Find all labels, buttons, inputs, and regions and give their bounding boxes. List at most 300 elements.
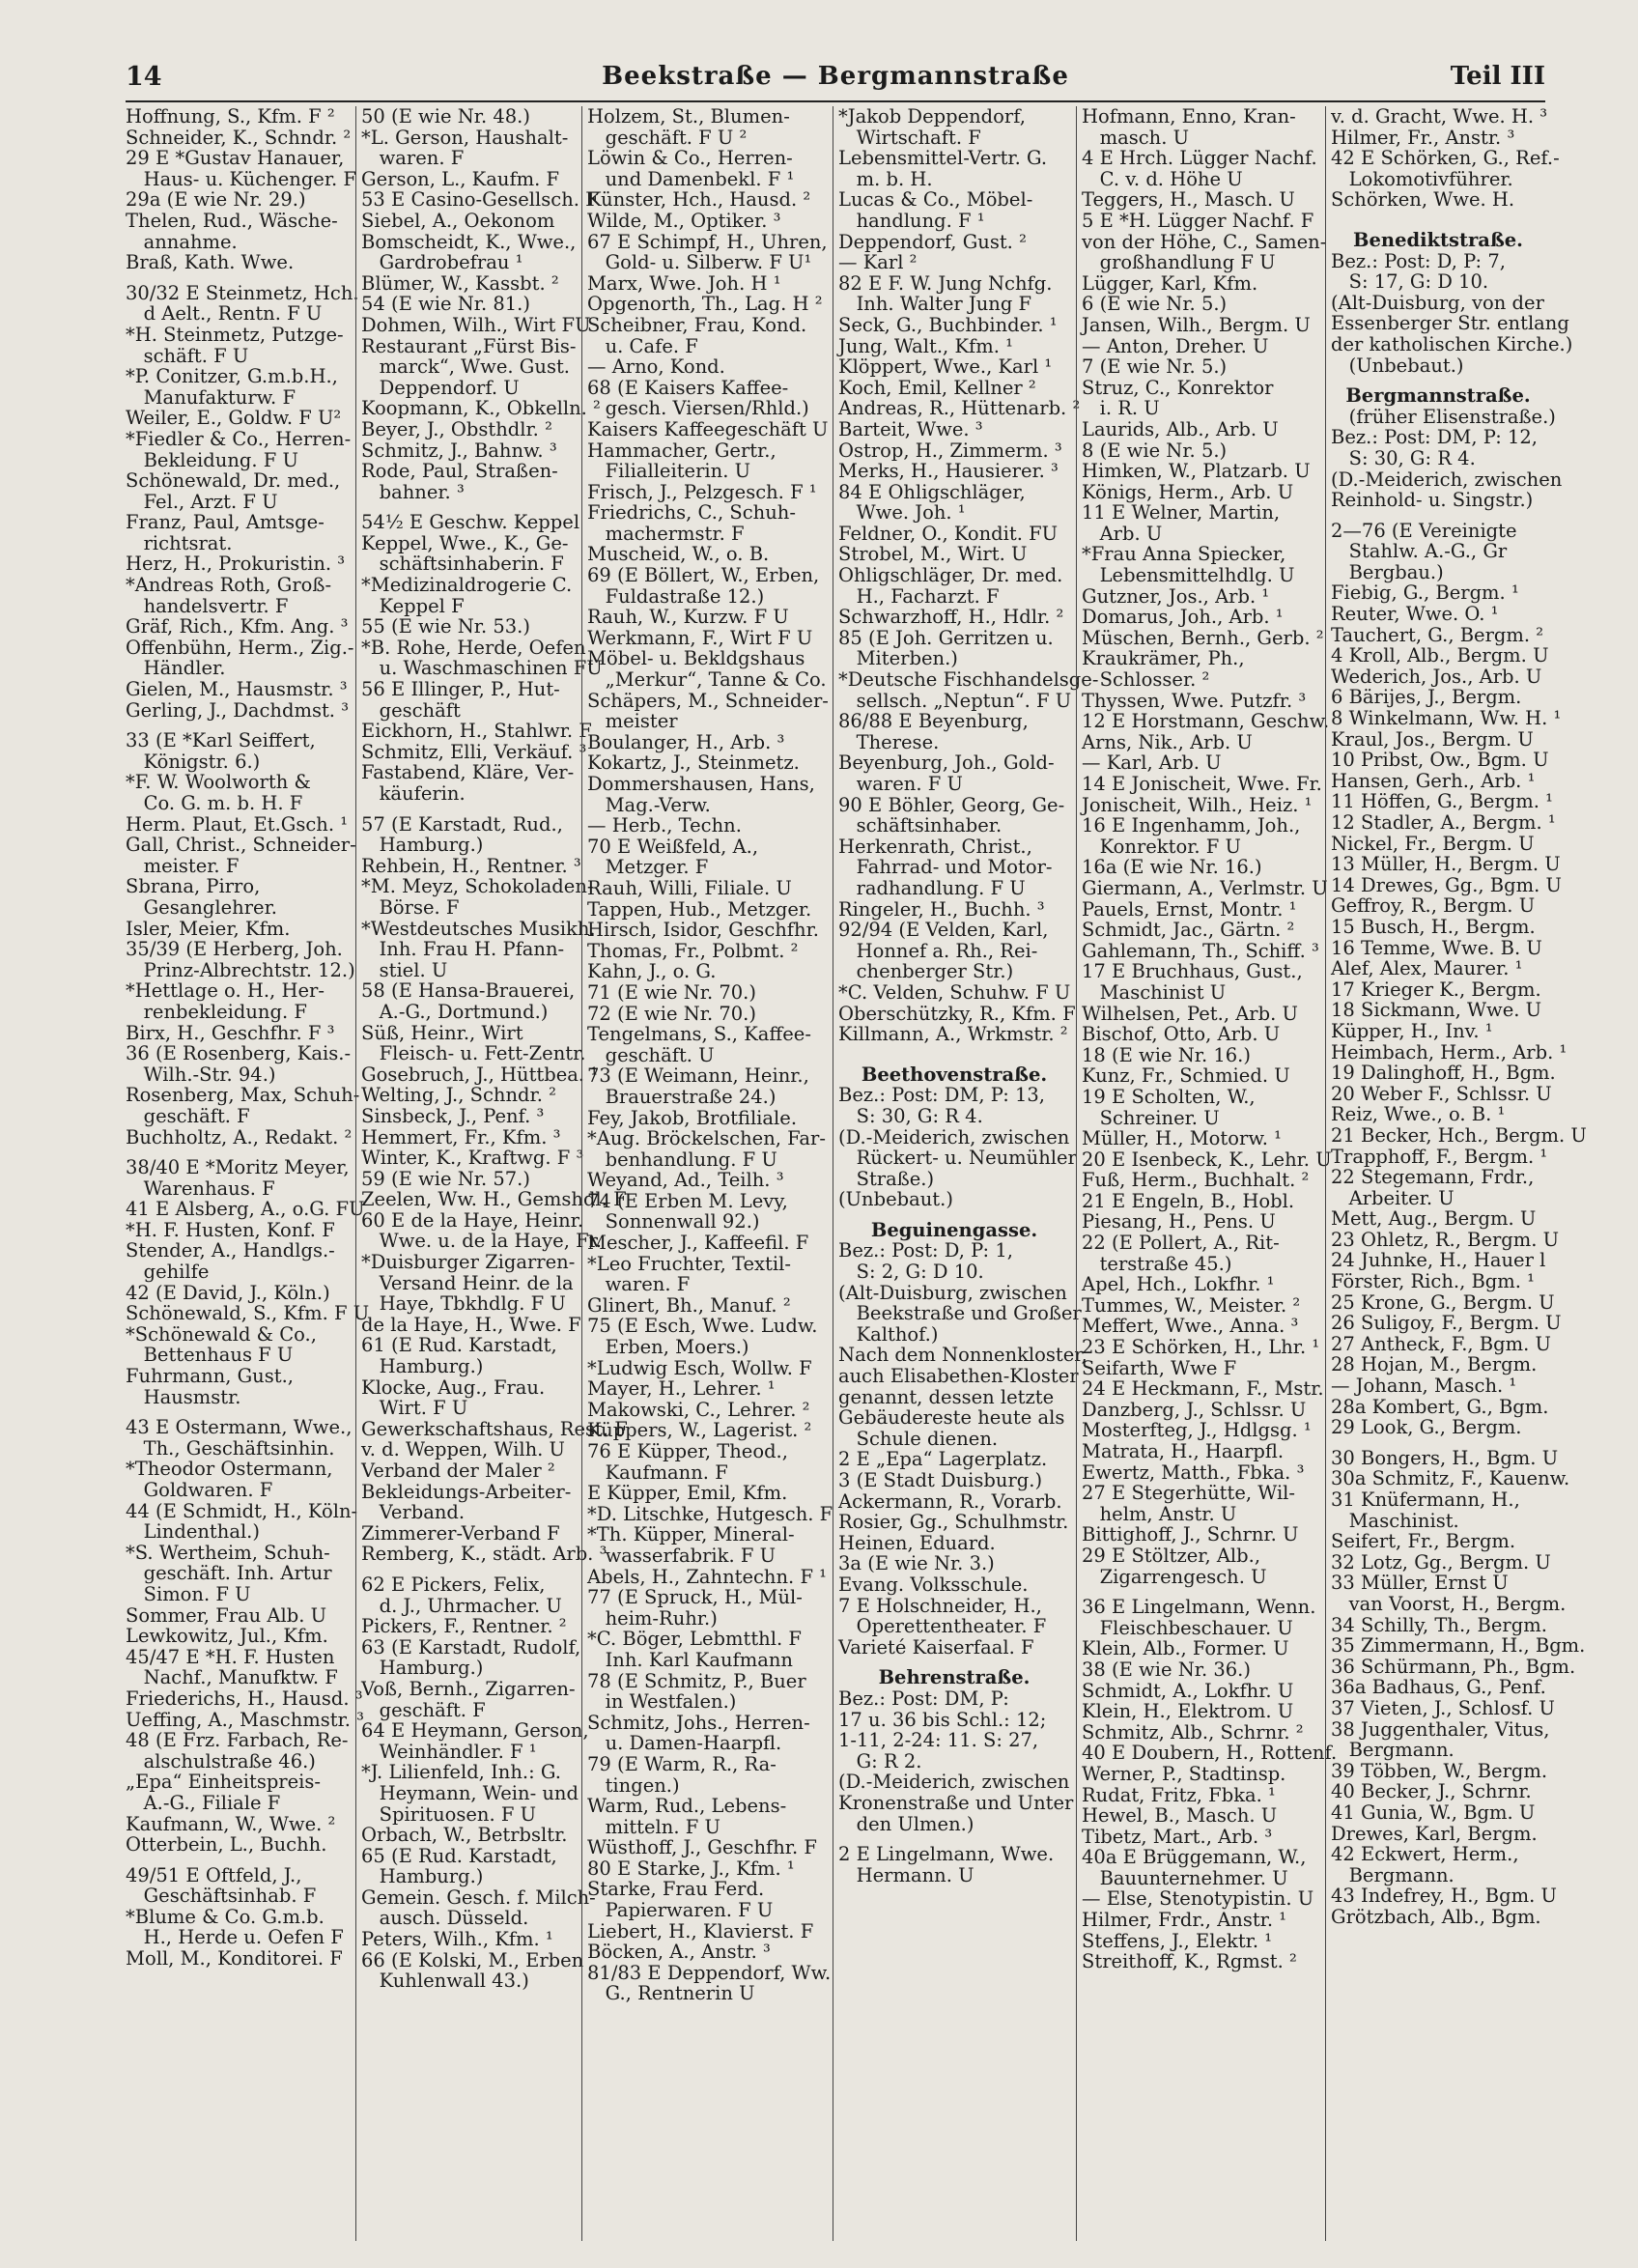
- directory-entry-line: H., Herde u. Oefen F: [126, 1926, 344, 1949]
- directory-entry-line: *Hettlage o. H., Her-: [126, 979, 325, 1003]
- directory-entry-line: Schönewald, S., Kfm. F U: [126, 1302, 370, 1325]
- directory-entry-line: Fuß, Herm., Buchhalt. ²: [1082, 1169, 1310, 1192]
- directory-entry-line: tingen.): [587, 1773, 680, 1797]
- directory-entry-line: Boulanger, H., Arb. ³: [587, 730, 785, 753]
- directory-entry-line: Welting, J., Schndr. ²: [361, 1084, 556, 1107]
- directory-entry-line: Varieté Kaiserfaal. F: [838, 1635, 1034, 1658]
- directory-entry-line: Friederichs, H., Hausd. ³: [126, 1687, 363, 1710]
- directory-entry-line: *M. Meyz, Schokoladen-: [361, 875, 594, 898]
- directory-entry-line: Schwarzhoff, H., Hdlr. ²: [838, 606, 1064, 629]
- directory-entry-line: 64 E Heymann, Gerson,: [361, 1719, 589, 1743]
- directory-entry-line: 57 (E Karstadt, Rud.,: [361, 812, 563, 836]
- directory-entry-line: geschäft. Inh. Artur: [126, 1562, 332, 1585]
- directory-entry-line: 2—76 (E Vereinigte: [1331, 519, 1517, 542]
- directory-entry-line: waren. F: [361, 147, 465, 170]
- directory-entry-line: wasserfabrik. F U: [587, 1544, 777, 1567]
- directory-entry-line: Thelen, Rud., Wäsche-: [126, 209, 338, 232]
- directory-entry-line: Herm. Plaut, Et.Gsch. ¹: [126, 812, 349, 836]
- directory-entry-line: Dommershausen, Hans,: [587, 773, 815, 795]
- directory-entry-line: 18 (E wie Nr. 16.): [1082, 1043, 1251, 1066]
- directory-entry-line: Heinen, Eduard.: [838, 1531, 996, 1554]
- directory-entry-line: 17 u. 36 bis Schl.: 12;: [838, 1708, 1047, 1731]
- directory-entry-line: käuferin.: [361, 782, 466, 805]
- directory-entry-line: Tummes, W., Meister. ²: [1082, 1293, 1301, 1317]
- directory-entry-line: Kaisers Kaffeegeschäft U: [587, 417, 829, 440]
- directory-entry-line: Stahlw. A.-G., Gr: [1331, 540, 1508, 563]
- directory-entry-line: 39 Többen, W., Bergm.: [1331, 1759, 1548, 1782]
- directory-entry-line: *C. Böger, Lebmtthl. F: [587, 1628, 802, 1651]
- directory-entry-line: Reinhold- u. Singstr.): [1331, 489, 1534, 512]
- directory-entry-line: *Schönewald & Co.,: [126, 1322, 317, 1346]
- directory-entry-line: 33 (E *Karl Seiffert,: [126, 729, 316, 752]
- directory-entry-line: 84 E Ohligschläger,: [838, 480, 1026, 503]
- directory-entry-line: 40 Becker, J., Schrnr.: [1331, 1780, 1532, 1803]
- directory-entry-line: Herz, H., Prokuristin. ³: [126, 553, 346, 576]
- directory-entry-line: *Jakob Deppendorf,: [838, 105, 1026, 128]
- directory-entry-line: Inh. Walter Jung F: [838, 293, 1032, 316]
- directory-entry-line: 50 (E wie Nr. 48.): [361, 105, 530, 128]
- directory-entry-line: de la Haye, H., Wwe. F: [361, 1313, 581, 1336]
- directory-entry-line: Wederich, Jos., Arb. U: [1331, 665, 1542, 688]
- directory-entry-line: Hermann. U: [838, 1863, 974, 1886]
- directory-entry-line: Koopmann, K., Obkelln. ²: [361, 397, 601, 420]
- directory-entry-line: gehilfe: [126, 1261, 210, 1284]
- directory-entry-line: v. d. Weppen, Wilh. U: [361, 1438, 565, 1461]
- directory-entry-line: 31 Knüfermann, H.,: [1331, 1488, 1520, 1511]
- directory-entry-line: 23 Ohletz, R., Bergm. U: [1331, 1228, 1560, 1251]
- directory-entry-line: 53 E Casino-Gesellsch. F: [361, 188, 599, 212]
- directory-entry-line: 7 E Holschneider, H.,: [838, 1594, 1042, 1617]
- directory-entry-line: Schreiner. U: [1082, 1106, 1220, 1129]
- directory-entry-line: d. J., Uhrmacher. U: [361, 1594, 562, 1617]
- directory-entry-line: Schäpers, M., Schneider-: [587, 689, 829, 712]
- directory-entry-line: Fuhrmann, Gust.,: [126, 1365, 294, 1388]
- directory-entry-line: Kunz, Fr., Schmied. U: [1082, 1064, 1290, 1088]
- directory-entry-line: 11 E Welner, Martin,: [1082, 501, 1281, 524]
- directory-entry-line: 32 Lotz, Gg., Bergm. U: [1331, 1550, 1551, 1573]
- directory-entry-line: Prinz-Albrechtstr. 12.): [126, 958, 355, 981]
- directory-entry-line: Lebensmittel-Vertr. G.: [838, 147, 1048, 170]
- directory-entry-line: Verband der Maler ²: [361, 1460, 555, 1482]
- directory-entry-line: m. b. H.: [838, 167, 933, 190]
- directory-entry-line: 8 (E wie Nr. 5.): [1082, 439, 1228, 462]
- directory-entry-line: Ostrop, H., Zimmerm. ³: [838, 439, 1062, 462]
- directory-entry-line: Domarus, Joh., Arb. ¹: [1082, 606, 1284, 629]
- directory-entry-line: Geffroy, R., Bergm. U: [1331, 894, 1536, 918]
- directory-entry-line: — Herb., Techn.: [587, 814, 742, 837]
- directory-entry-line: Jansen, Wilh., Bergm. U: [1082, 313, 1311, 336]
- directory-entry-line: Beyenburg, Joh., Gold-: [838, 751, 1055, 775]
- directory-entry-line: Inh. Karl Kaufmann: [587, 1648, 793, 1671]
- directory-entry-line: 16 E Ingenhamm, Joh.,: [1082, 814, 1301, 837]
- directory-entry-line: „Epa“ Einheitspreis-: [126, 1771, 321, 1794]
- street-heading: Benediktstraße.: [1353, 228, 1523, 251]
- directory-entry-line: 40a E Brüggemann, W.,: [1082, 1846, 1307, 1869]
- directory-entry-line: Bergmann.: [1331, 1863, 1454, 1886]
- directory-entry-line: Sbrana, Pirro,: [126, 875, 261, 898]
- directory-entry-line: Liebert, H., Klavierst. F: [587, 1919, 814, 1942]
- directory-entry-line: Kuhlenwall 43.): [361, 1970, 529, 1993]
- directory-entry-line: 82 E F. W. Jung Nchfg.: [838, 271, 1053, 295]
- directory-entry-line: Trapphoff, F., Bergm. ¹: [1331, 1145, 1548, 1168]
- directory-entry-line: Rückert- u. Neumühler: [838, 1147, 1077, 1170]
- directory-entry-line: Zigarrengesch. U: [1082, 1565, 1267, 1588]
- directory-entry-line: Gall, Christ., Schneider-: [126, 834, 356, 857]
- directory-entry-line: A.-G., Dortmund.): [361, 1000, 549, 1023]
- directory-entry-line: Gold- u. Silberw. F U¹: [587, 251, 812, 274]
- directory-entry-line: Rauh, W., Kurzw. F U: [587, 606, 789, 629]
- directory-entry-line: Siebel, A., Oekonom: [361, 209, 555, 232]
- directory-entry-line: Beekstraße und Großer: [838, 1302, 1082, 1325]
- directory-entry-line: 12 Stadler, A., Bergm. ¹: [1331, 811, 1556, 834]
- directory-entry-line: Sommer, Frau Alb. U: [126, 1603, 327, 1627]
- directory-entry-line: Gerling, J., Dachdmst. ³: [126, 698, 350, 722]
- directory-entry-line: S: 2, G: D 10.: [838, 1261, 984, 1284]
- directory-entry-line: 38/40 E *Moritz Meyer,: [126, 1156, 350, 1179]
- directory-entry-line: — Johann, Masch. ¹: [1331, 1375, 1517, 1398]
- directory-entry-line: Keppel, Wwe., K., Ge-: [361, 531, 569, 554]
- directory-entry-line: Bez.: Post: DM, P:: [838, 1687, 1009, 1710]
- directory-entry-line: 33 Müller, Ernst U: [1331, 1572, 1509, 1595]
- directory-entry-line: Bekleidung. F U: [126, 448, 298, 471]
- directory-entry-line: Klein, Alb., Former. U: [1082, 1637, 1289, 1660]
- directory-entry-line: 43 Indefrey, H., Bgm. U: [1331, 1885, 1557, 1908]
- directory-entry-line: Königs, Herm., Arb. U: [1082, 480, 1294, 503]
- directory-entry-line: 86/88 E Beyenburg,: [838, 710, 1029, 733]
- directory-entry-line: Mosterfteg, J., Hdlgsg. ¹: [1082, 1419, 1312, 1442]
- directory-entry-line: meister. F: [126, 854, 240, 877]
- directory-entry-line: Hofmann, Enno, Kran-: [1082, 105, 1296, 128]
- directory-entry-line: 56 E Illinger, P., Hut-: [361, 678, 560, 701]
- directory-entry-line: 16a (E wie Nr. 16.): [1082, 856, 1262, 879]
- directory-entry-line: — Karl, Arb. U: [1082, 751, 1222, 775]
- directory-entry-line: Th., Geschäftsinhin.: [126, 1436, 335, 1460]
- directory-entry-line: Schmitz, J., Bahnw. ³: [361, 439, 557, 462]
- directory-entry-line: Franz, Paul, Amtsge-: [126, 511, 325, 534]
- directory-entry-line: *Th. Küpper, Mineral-: [587, 1523, 795, 1546]
- directory-entry-line: 29a (E wie Nr. 29.): [126, 188, 306, 212]
- directory-entry-line: Pickers, F., Rentner. ²: [361, 1615, 567, 1638]
- directory-entry-line: den Ulmen.): [838, 1812, 974, 1835]
- directory-entry-line: d Aelt., Rentn. F U: [126, 302, 323, 326]
- directory-entry-line: Schneider, K., Schndr. ²: [126, 126, 352, 149]
- directory-entry-line: 10 Pribst, Ow., Bgm. U: [1331, 749, 1549, 772]
- directory-entry-line: v. d. Gracht, Wwe. H. ³: [1331, 105, 1548, 128]
- directory-entry-line: 28 Hojan, M., Bergm.: [1331, 1353, 1538, 1376]
- directory-entry-line: Matrata, H., Haarpfl.: [1082, 1440, 1285, 1462]
- directory-entry-line: 68 (E Kaisers Kaffee-: [587, 376, 789, 399]
- directory-entry-line: Schmidt, A., Lokfhr. U: [1082, 1679, 1294, 1702]
- directory-entry-line: 76 E Küpper, Theod.,: [587, 1440, 788, 1462]
- directory-entry-line: Reiz, Wwe., o. B. ¹: [1331, 1103, 1506, 1126]
- directory-entry-line: Buchholtz, A., Redakt. ²: [126, 1125, 353, 1148]
- directory-entry-line: Feldner, O., Kondit. FU: [838, 522, 1059, 545]
- directory-entry-line: Makowski, C., Lehrer. ²: [587, 1398, 810, 1421]
- directory-entry-line: *Aug. Bröckelschen, Far-: [587, 1127, 826, 1150]
- directory-entry-line: *Theodor Ostermann,: [126, 1458, 333, 1481]
- directory-entry-line: Abels, H., Zahntechn. F ¹: [587, 1565, 827, 1588]
- directory-entry-line: 29 Look, G., Bergm.: [1331, 1416, 1522, 1439]
- directory-entry-line: 55 (E wie Nr. 53.): [361, 615, 530, 638]
- directory-entry-line: Schule dienen.: [838, 1427, 999, 1450]
- directory-entry-line: *H. Steinmetz, Putzge-: [126, 323, 344, 346]
- directory-entry-line: 38 Juggenthaler, Vitus,: [1331, 1717, 1550, 1741]
- directory-entry-line: Laurids, Alb., Arb. U: [1082, 417, 1279, 440]
- directory-entry-line: Essenberger Str. entlang: [1331, 312, 1569, 335]
- directory-entry-line: Orbach, W., Betrbsltr.: [361, 1824, 568, 1847]
- directory-entry-line: 42 Eckwert, Herm.,: [1331, 1843, 1519, 1866]
- directory-entry-line: Meffert, Wwe., Anna. ³: [1082, 1315, 1299, 1338]
- directory-entry-line: Versand Heinr. de la: [361, 1271, 574, 1294]
- directory-entry-line: Kaufmann, W., Wwe. ²: [126, 1812, 336, 1835]
- directory-entry-line: 14 E Jonischeit, Wwe. Fr.: [1082, 773, 1322, 795]
- directory-entry-line: 8 Winkelmann, Ww. H. ¹: [1331, 707, 1562, 730]
- directory-entry-line: Simon. F U: [126, 1582, 251, 1605]
- directory-entry-line: und Damenbekl. F ¹: [587, 167, 795, 190]
- directory-entry-line: Strobel, M., Wirt. U: [838, 543, 1028, 566]
- directory-entry-line: „Merkur“, Tanne & Co.: [587, 668, 827, 692]
- directory-entry-line: Kahn, J., o. G.: [587, 960, 717, 983]
- directory-entry-line: Erben, Moers.): [587, 1336, 749, 1359]
- directory-entry-line: (Unbebaut.): [838, 1188, 953, 1211]
- blank-line: [838, 1045, 1070, 1055]
- directory-entry-line: 35 Zimmermann, H., Bgm.: [1331, 1634, 1586, 1658]
- directory-entry-line: 6 Bärijes, J., Bergm.: [1331, 686, 1522, 709]
- directory-entry-line: 36 E Lingelmann, Wenn.: [1082, 1596, 1316, 1619]
- directory-entry-line: — Else, Stenotypistin. U: [1082, 1887, 1314, 1911]
- directory-entry-line: waren. F: [587, 1273, 691, 1296]
- directory-entry-line: Struz, C., Konrektor: [1082, 376, 1274, 399]
- directory-entry-line: Händler.: [126, 657, 226, 680]
- directory-entry-line: Piesang, H., Pens. U: [1082, 1210, 1276, 1233]
- directory-entry-line: 20 E Isenbeck, K., Lehr. U: [1082, 1148, 1332, 1171]
- directory-entry-line: *F. W. Woolworth &: [126, 771, 311, 794]
- directory-entry-line: 22 Stegemann, Frdr.,: [1331, 1166, 1535, 1189]
- directory-entry-line: alschulstraße 46.): [126, 1749, 316, 1772]
- directory-entry-line: Börse. F: [361, 895, 460, 919]
- directory-entry-line: 14 Drewes, Gg., Bgm. U: [1331, 873, 1562, 896]
- directory-entry-line: 17 E Bruchhaus, Gust.,: [1082, 960, 1303, 983]
- directory-entry-line: schäftsinhaberin. F: [361, 553, 564, 576]
- directory-entry-line: Bez.: Post: DM, P: 13,: [838, 1084, 1045, 1107]
- directory-entry-line: 48 (E Frz. Farbach, Re-: [126, 1729, 349, 1752]
- directory-entry-line: 24 Juhnke, H., Hauer l: [1331, 1249, 1546, 1272]
- directory-entry-line: Goldwaren. F: [126, 1479, 273, 1501]
- directory-entry-line: Küppers, W., Lagerist. ²: [587, 1419, 812, 1442]
- column-divider: [355, 106, 356, 2241]
- directory-entry-line: 4 E Hrch. Lügger Nachf.: [1082, 147, 1317, 170]
- directory-entry-line: Fahrrad- und Motor-: [838, 856, 1053, 879]
- directory-entry-line: Fuldastraße 12.): [587, 584, 765, 608]
- directory-entry-line: Miterben.): [838, 647, 958, 670]
- directory-entry-line: 19 E Scholten, W.,: [1082, 1085, 1256, 1108]
- directory-entry-line: Himken, W., Platzarb. U: [1082, 460, 1311, 483]
- directory-entry-line: 30/32 E Steinmetz, Hch.: [126, 281, 359, 304]
- directory-entry-line: Hausmstr.: [126, 1385, 241, 1408]
- directory-entry-line: *C. Velden, Schuhw. F U: [838, 980, 1071, 1004]
- directory-entry-line: Klocke, Aug., Frau.: [361, 1375, 546, 1399]
- directory-entry-line: 15 Busch, H., Bergm.: [1331, 915, 1536, 938]
- directory-entry-line: Gerson, L., Kaufm. F: [361, 167, 560, 190]
- directory-entry-line: Schönewald, Dr. med.,: [126, 469, 341, 493]
- directory-entry-line: 22 (E Pollert, A., Rit-: [1082, 1232, 1280, 1255]
- directory-entry-line: Sonnenwall 92.): [587, 1210, 760, 1233]
- directory-entry-line: Muscheid, W., o. B.: [587, 543, 770, 566]
- directory-entry-line: heim-Ruhr.): [587, 1606, 718, 1630]
- directory-entry-line: Lokomotivführer.: [1331, 167, 1513, 190]
- directory-entry-line: 5 E *H. Lügger Nachf. F: [1082, 209, 1314, 232]
- directory-entry-line: Fel., Arzt. F U: [126, 490, 278, 513]
- directory-entry-line: 60 E de la Haye, Heinr.: [361, 1208, 584, 1232]
- directory-entry-line: Restaurant „Fürst Bis-: [361, 334, 577, 357]
- directory-entry-line: Eickhorn, H., Stahlwr. F: [361, 720, 592, 743]
- directory-entry-line: (Alt-Duisburg, zwischen: [838, 1281, 1067, 1304]
- directory-entry-line: Werkmann, F., Wirt F U: [587, 626, 813, 649]
- column-divider: [1076, 106, 1077, 2241]
- directory-entry-line: Remberg, K., städt. Arb. ³: [361, 1543, 607, 1566]
- directory-entry-line: Manufakturw. F: [126, 385, 296, 409]
- part-label: Teil III: [1450, 62, 1545, 91]
- column-6: [1331, 105, 1587, 2241]
- directory-entry-line: 36 Schürmann, Ph., Bgm.: [1331, 1655, 1576, 1678]
- directory-entry-line: in Westfalen.): [587, 1690, 737, 1714]
- directory-entry-line: *Medizinaldrogerie C.: [361, 574, 573, 597]
- directory-entry-line: 29 E Stöltzer, Alb.,: [1082, 1544, 1261, 1567]
- directory-entry-line: 29 E *Gustav Hanauer,: [126, 147, 345, 170]
- directory-entry-line: 70 E Weißfeld, A.,: [587, 835, 759, 858]
- directory-entry-line: annahme.: [126, 230, 238, 253]
- directory-entry-line: 59 (E wie Nr. 57.): [361, 1167, 530, 1190]
- column-1: [126, 105, 370, 2241]
- directory-entry-line: *J. Lilienfeld, Inh.: G.: [361, 1761, 561, 1784]
- directory-entry-line: ausch. Düsseld.: [361, 1907, 529, 1930]
- directory-entry-line: 45/47 E *H. F. Husten: [126, 1645, 335, 1668]
- directory-entry-line: A.-G., Filiale F: [126, 1791, 281, 1814]
- directory-entry-line: 72 (E wie Nr. 70.): [587, 1002, 756, 1025]
- directory-entry-line: H., Facharzt. F: [838, 584, 1000, 608]
- directory-entry-line: Rosenberg, Max, Schuh-: [126, 1084, 360, 1107]
- directory-entry-line: Barteit, Wwe. ³: [838, 417, 983, 440]
- directory-entry-line: 21 Becker, Hch., Bergm. U: [1331, 1123, 1587, 1147]
- directory-entry-line: *Ludwig Esch, Wollw. F: [587, 1356, 812, 1379]
- directory-entry-line: Inh. Frau H. Pfann-: [361, 938, 565, 961]
- directory-entry-line: S: 17, G: D 10.: [1331, 270, 1489, 294]
- directory-entry-line: Hansen, Gerh., Arb. ¹: [1331, 769, 1536, 792]
- directory-entry-line: G., Rentnerin U: [587, 1982, 755, 2005]
- directory-entry-line: (D.-Meiderich, zwischen: [838, 1771, 1070, 1794]
- directory-entry-line: Bez.: Post: D, P: 1,: [838, 1239, 1013, 1262]
- directory-entry-line: 3a (E wie Nr. 3.): [838, 1552, 995, 1575]
- directory-entry-line: Starke, Frau Ferd.: [587, 1878, 765, 1901]
- directory-entry-line: Deppendorf. U: [361, 376, 520, 399]
- directory-entry-line: Bittighoff, J., Schrnr. U: [1082, 1523, 1299, 1546]
- directory-entry-line: Hewel, B., Masch. U: [1082, 1804, 1278, 1828]
- directory-entry-line: Marx, Wwe. Joh. H ¹: [587, 271, 781, 295]
- directory-entry-line: Straße.): [838, 1167, 935, 1190]
- directory-entry-line: Ringeler, H., Buchh. ³: [838, 897, 1045, 921]
- directory-entry-line: *Duisburger Zigarren-: [361, 1251, 576, 1274]
- directory-entry-line: Böcken, A., Anstr. ³: [587, 1941, 771, 1964]
- directory-entry-line: 35/39 (E Herberg, Joh.: [126, 938, 343, 961]
- directory-entry-line: — Arno, Kond.: [587, 355, 725, 379]
- directory-entry-line: Maschinist.: [1331, 1509, 1459, 1532]
- directory-entry-line: Werner, P., Stadtinsp.: [1082, 1762, 1286, 1785]
- directory-entry-line: Deppendorf, Gust. ²: [838, 230, 1027, 253]
- directory-entry-line: 13 Müller, H., Bergm. U: [1331, 853, 1561, 876]
- directory-entry-line: u. Waschmaschinen FU: [361, 657, 603, 680]
- directory-entry-line: Fastabend, Kläre, Ver-: [361, 761, 575, 784]
- directory-entry-line: Mayer, H., Lehrer. ¹: [587, 1377, 776, 1401]
- directory-entry-line: Hilmer, Frdr., Anstr. ¹: [1082, 1909, 1287, 1932]
- directory-entry-line: *H. F. Husten, Konf. F: [126, 1218, 335, 1241]
- directory-entry-line: Jonischeit, Wilh., Heiz. ¹: [1082, 793, 1313, 816]
- directory-entry-line: Birx, H., Geschfhr. F ³: [126, 1021, 335, 1044]
- column-5: [1082, 105, 1338, 2241]
- street-heading: Behrenstraße.: [878, 1666, 1031, 1689]
- directory-entry-line: 67 E Schimpf, H., Uhren,: [587, 230, 828, 253]
- directory-entry-line: Hammacher, Gertr.,: [587, 439, 777, 462]
- directory-entry-line: auch Elisabethen-Kloster: [838, 1365, 1079, 1388]
- directory-entry-line: S: 30, G: R 4.: [1331, 446, 1476, 469]
- directory-entry-line: radhandlung. F U: [838, 876, 1026, 899]
- directory-entry-line: Evang. Volksschule.: [838, 1573, 1029, 1596]
- directory-entry-line: Küpper, H., Inv. ¹: [1331, 1019, 1493, 1042]
- directory-entry-line: Müller, H., Motorw. ¹: [1082, 1127, 1282, 1150]
- directory-entry-line: Otterbein, L., Buchh.: [126, 1833, 327, 1857]
- directory-entry-line: 11 Höffen, G., Bergm. ¹: [1331, 790, 1553, 813]
- directory-entry-line: — Karl ²: [838, 251, 918, 274]
- street-heading: Bergmannstraße.: [1345, 384, 1531, 408]
- directory-entry-line: 61 (E Rud. Karstadt,: [361, 1334, 557, 1357]
- directory-entry-line: 92/94 (E Velden, Karl,: [838, 919, 1049, 942]
- directory-entry-line: Mett, Aug., Bergm. U: [1331, 1207, 1537, 1231]
- directory-entry-line: *Fiedler & Co., Herren-: [126, 427, 352, 450]
- directory-entry-line: Hamburg.): [361, 1657, 484, 1680]
- directory-entry-line: Heimbach, Herm., Arb. ¹: [1331, 1040, 1567, 1063]
- directory-entry-line: waren. F U: [838, 773, 963, 795]
- directory-entry-line: 54½ E Geschw. Keppel: [361, 511, 580, 534]
- directory-entry-line: 75 (E Esch, Wwe. Ludw.: [587, 1315, 818, 1338]
- directory-entry-line: *Westdeutsches Musikh.: [361, 917, 596, 940]
- directory-entry-line: Wirt. F U: [361, 1397, 468, 1420]
- directory-entry-line: Ohligschläger, Dr. med.: [838, 564, 1063, 587]
- directory-entry-line: — Anton, Dreher. U: [1082, 334, 1269, 357]
- directory-entry-line: Beyer, J., Obsthdlr. ²: [361, 417, 552, 440]
- directory-entry-line: Klöppert, Wwe., Karl ¹: [838, 355, 1053, 379]
- directory-entry-line: Tappen, Hub., Metzger.: [587, 897, 812, 921]
- directory-entry-line: Drewes, Karl, Bergm.: [1331, 1822, 1538, 1845]
- directory-entry-line: *L. Gerson, Haushalt-: [361, 126, 569, 149]
- directory-entry-line: Verband.: [361, 1501, 466, 1524]
- page-title: Beekstraße — Bergmannstraße: [602, 62, 1069, 91]
- directory-entry-line: 3 (E Stadt Duisburg.): [838, 1469, 1043, 1491]
- directory-entry-line: Keppel F: [361, 594, 465, 617]
- directory-entry-line: 62 E Pickers, Felix,: [361, 1573, 546, 1596]
- page-header: [126, 56, 1545, 99]
- column-4: [838, 105, 1099, 2241]
- directory-entry-line: Zimmerer-Verband F: [361, 1521, 560, 1545]
- directory-entry-line: Mescher, J., Kaffeefil. F: [587, 1232, 809, 1255]
- directory-entry-line: Bez.: Post: D, P: 7,: [1331, 249, 1506, 272]
- directory-entry-line: Künster, Hch., Hausd. ²: [587, 188, 811, 212]
- directory-entry-line: meister: [587, 710, 678, 733]
- directory-entry-line: Klein, H., Elektrom. U: [1082, 1700, 1294, 1723]
- directory-entry-line: 18 Sickmann, Wwe. U: [1331, 999, 1542, 1022]
- directory-entry-line: handlung. F ¹: [838, 209, 985, 232]
- directory-entry-line: Haye, Tbkhdlg. F U: [361, 1292, 566, 1316]
- directory-entry-line: Wirtschaft. F: [838, 126, 981, 149]
- directory-entry-line: Bergmann.: [1331, 1739, 1454, 1762]
